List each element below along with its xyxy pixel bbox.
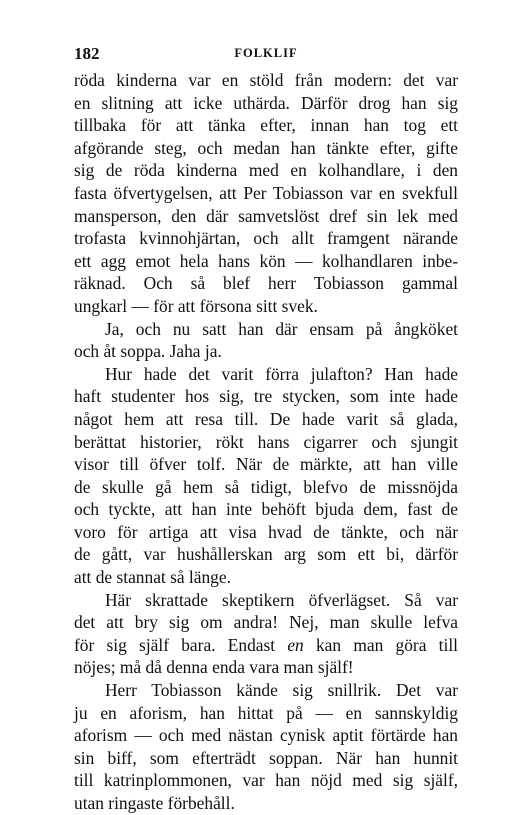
text-line: röda kinderna var en stöld från modern: det var bbox=[74, 70, 458, 90]
text-line: de gått, var hushållerskan arg som ett bi, därför bbox=[74, 544, 458, 565]
text-line: ett agg emot hela hans kön — kolhandlaren inbe- bbox=[74, 250, 458, 271]
text-line: Ja, och nu satt han där ensam på ångköket bbox=[105, 318, 458, 339]
text-line: Här skrattade skeptikern öfverlägset. Så var bbox=[105, 589, 458, 610]
text-line: något hem att resa till. De hade varit så glada, bbox=[74, 408, 458, 429]
text-line: voro för artiga att visa hvad de tänkte, och när bbox=[74, 521, 458, 542]
text-line: räknad. Och så blef herr Tobiasson gammal bbox=[74, 273, 458, 294]
text-line: de skulle gå hem så tidigt, blefvo de missnöjda bbox=[74, 476, 458, 497]
text-line: det att bry sig om andra! Nej, man skulle lefva bbox=[74, 612, 458, 633]
text-line: fasta öfvertygelsen, att Per Tobiasson var en svekfull bbox=[74, 182, 458, 203]
text-line: en slitning att icke uthärda. Därför drog han sig bbox=[74, 92, 458, 113]
running-head: FOLKLIF bbox=[234, 46, 298, 60]
text-line: aforism — och med nästan cynisk aptit förtärde han bbox=[74, 725, 458, 746]
text-line: Hur hade det varit förra julafton? Han hade bbox=[105, 363, 458, 384]
text-line: för sig själf bara. Endast en kan man göra till bbox=[74, 634, 458, 655]
text-line: sin biff, som efterträdt soppan. När han hunnit bbox=[74, 747, 458, 768]
text-line: ju en aforism, han hittat på — en sannskyldig bbox=[74, 702, 458, 723]
text-line: ungkarl — för att försona sitt svek. bbox=[74, 295, 318, 316]
text-line: till katrinplommonen, var han nöjd med sig själf, bbox=[74, 770, 458, 791]
text-line: trofasta kvinnohjärtan, och allt framgent närande bbox=[74, 228, 458, 249]
text-line: nöjes; må då denna enda vara man själf! bbox=[74, 657, 354, 678]
page-header bbox=[74, 44, 458, 64]
emphasized-word: en bbox=[287, 634, 304, 655]
text-line: och tyckte, att han inte behöft bjuda dem, fast de bbox=[74, 499, 458, 520]
body-text bbox=[74, 69, 458, 815]
text-line: berättat historier, rökt hans cigarrer och sjungit bbox=[74, 431, 458, 452]
text-line: afgörande steg, och medan han tänkte efter, gifte bbox=[74, 137, 458, 158]
text-line: tillbaka för att tänka efter, innan han tog ett bbox=[74, 115, 458, 136]
text-line: Herr Tobiasson kände sig snillrik. Det var bbox=[105, 680, 458, 701]
page-number: 182 bbox=[74, 44, 100, 63]
text-line: utan ringaste förbehåll. bbox=[74, 793, 235, 813]
text-line: sig de röda kinderna med en kolhandlare, i den bbox=[74, 160, 458, 181]
text-line: mansperson, den där samvetslöst dref sin lek med bbox=[74, 205, 458, 226]
text-line: och åt soppa. Jaha ja. bbox=[74, 341, 222, 362]
text-line: haft studenter hos sig, tre stycken, som inte hade bbox=[74, 386, 458, 407]
text-line: visor till öfver tolf. När de märkte, att han ville bbox=[74, 454, 458, 475]
text-line: att de stannat så länge. bbox=[74, 567, 231, 588]
